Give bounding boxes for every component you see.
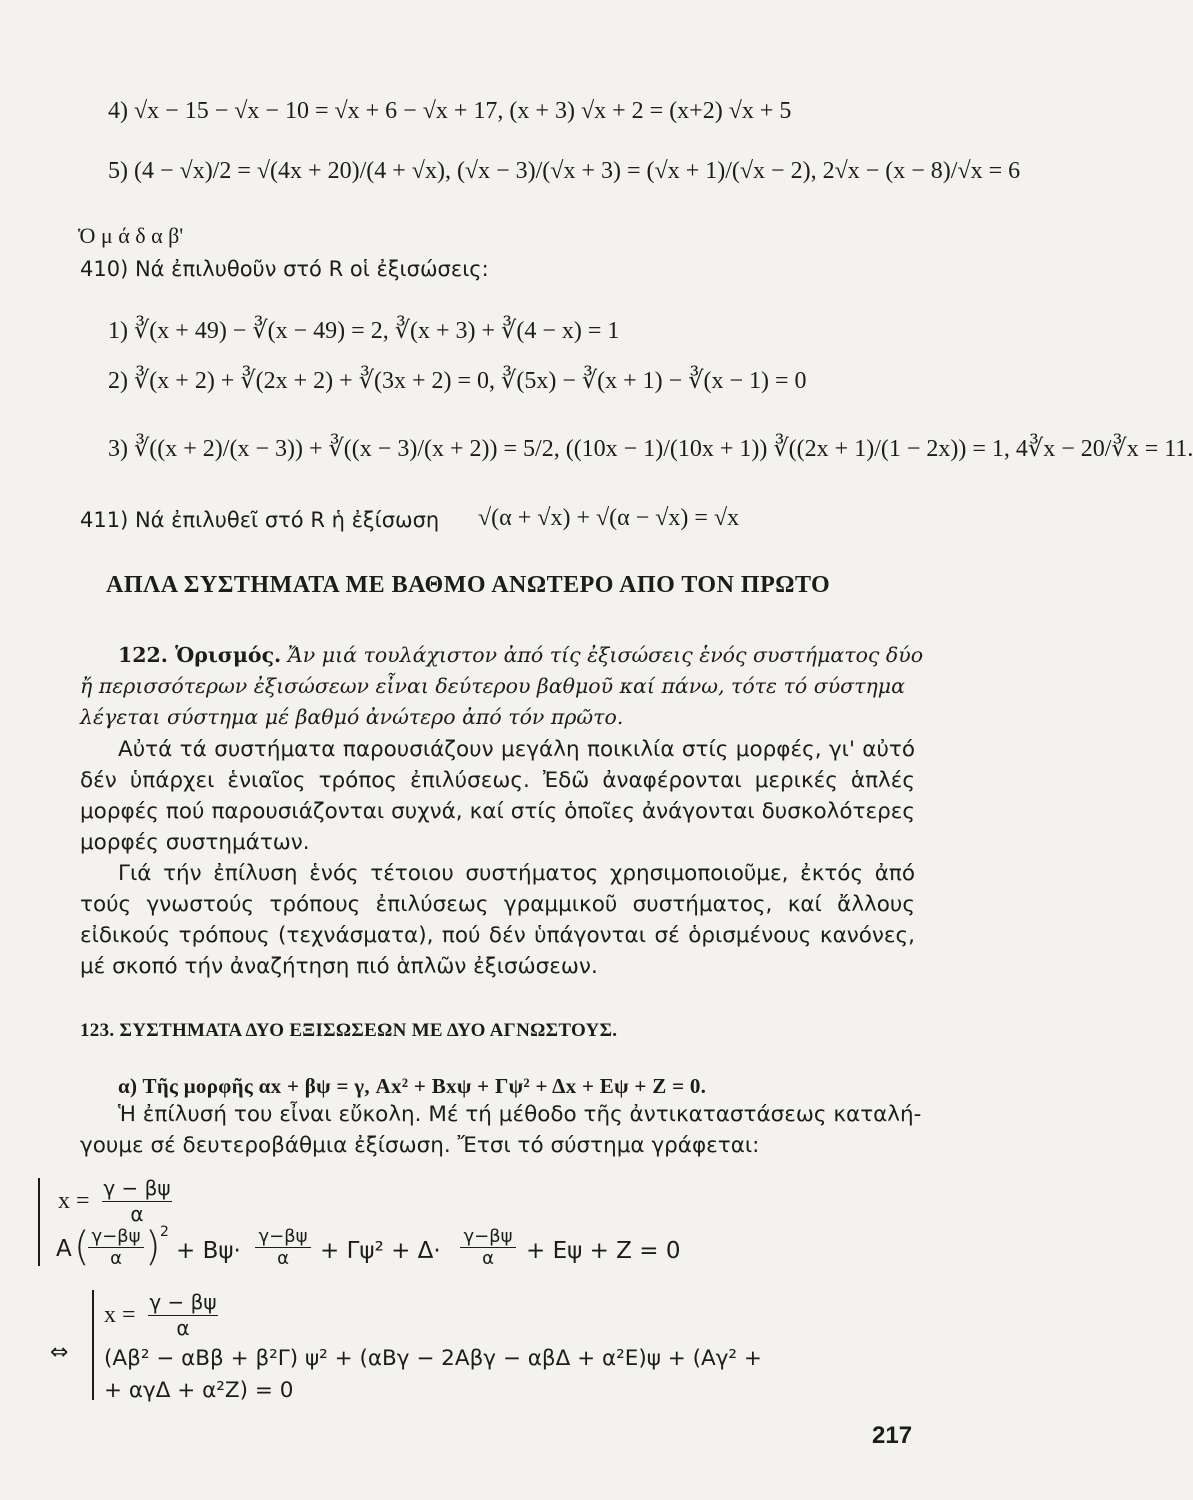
case-a-text-2: γουμε σέ δευτεροβάθμια ἐξίσωση. Ἔτσι τό σύστημα γράφεται:: [80, 1133, 760, 1158]
system-1-end: + Eψ + Z = 0: [526, 1238, 681, 1264]
system-1-x-fraction: [102, 1176, 172, 1226]
page-number: 217: [872, 1422, 913, 1449]
case-a-text-1: Ἡ ἐπίλυσή του εἶναι εὔκολη. Μέ τή μέθοδο τῆς ἀντικαταστάσεως καταλή-: [118, 1102, 922, 1127]
system-1-inner-fraction: [88, 1226, 144, 1269]
system-1-mid-2: + Γψ² + Δ·: [320, 1238, 441, 1264]
system-1-inner-den: α: [110, 1248, 122, 1269]
definition-line-2: ἤ περισσότερων ἐξισώσεων εἶναι δεύτερου βαθμοῦ καί πάνω, τότε τό σύστημα: [80, 674, 905, 698]
system-1-x-numerator: γ − βψ: [103, 1176, 171, 1200]
system-1-frac-2-num: γ−βψ: [255, 1226, 311, 1248]
system-1-x-lhs: x =: [58, 1188, 90, 1214]
definition-line-3: λέγεται σύστημα μέ βαθμό ἀνώτερο ἀπό τόν πρῶτο.: [80, 705, 624, 729]
system-2-line-2: (Aβ² − αBβ + β²Γ) ψ² + (αBγ − 2Aβγ − αβΔ + α²E)ψ + (Aγ² +: [104, 1346, 762, 1371]
system-1-coef-a: A: [56, 1236, 72, 1262]
definition-line-1: [118, 643, 923, 667]
exercise-5: 5) (4 − √x)/2 = √(4x + 20)/(4 + √x), (√x − 3)/(√x + 3) = (√x + 1)/(√x − 2), 2√x − (x − 8)/√x = 6: [108, 158, 1021, 184]
group-b-label: Ὁ μ ά δ α β': [78, 223, 184, 248]
system-1-frac-3-num: γ−βψ: [460, 1226, 516, 1248]
system-2-x-numerator: γ − βψ: [149, 1290, 217, 1314]
equivalence-arrow: ⇔: [50, 1340, 69, 1365]
subsection-title: 123. ΣΥΣΤΗΜΑΤΑ ΔΥΟ ΕΞΙΣΩΣΕΩΝ ΜΕ ΔΥΟ ΑΓΝΩΣΤΟΥΣ.: [80, 1020, 618, 1041]
system-2-x-denominator: α: [176, 1316, 190, 1340]
system-2-bracket: [92, 1290, 94, 1400]
system-1-square: 2: [160, 1224, 169, 1240]
system-1-inner-num: γ−βψ: [88, 1226, 144, 1248]
system-2-line-3: + αγΔ + α²Z) = 0: [104, 1378, 294, 1403]
system-1-bracket: [38, 1178, 40, 1266]
paragraph-1: Αὐτά τά συστήματα παρουσιάζουν μεγάλη ποικιλία στίς μορφές, γι' αὐτό δέν ὑπάρχει ἑνιαῖος τρόπος ἐπιλύσεως. Ἐδῶ ἀναφέρονται μερικές ἁπλές μορφές πού παρουσιάζονται συχνά, καί στίς ὁποῖες ἀνάγονται δυσκολότερες μορφές συστημάτων.: [80, 737, 915, 855]
exercise-4: 4) √x − 15 − √x − 10 = √x + 6 − √x + 17, (x + 3) √x + 2 = (x+2) √x + 5: [108, 98, 792, 124]
system-1-frac-3: [460, 1226, 516, 1269]
case-a-title: α) Τῆς μορφῆς αx + βψ = γ, Ax² + Bxψ + Γψ² + Δx + Eψ + Z = 0.: [118, 1074, 707, 1098]
system-1-frac-3-den: α: [482, 1248, 494, 1269]
system-1-right-paren: ): [145, 1224, 161, 1270]
system-2-x-lhs: x =: [104, 1302, 136, 1328]
system-1-frac-2-den: α: [277, 1248, 289, 1269]
definition-number: 122. Ὁρισμός.: [118, 643, 282, 667]
system-1-x-denominator: α: [130, 1202, 144, 1226]
paragraph-2: Γιά τήν ἐπίλυση ἑνός τέτοιου συστήματος χρησιμοποιοῦμε, ἐκτός ἀπό τούς γνωστούς τρόπους ἐπιλύσεως γραμμικοῦ συστήματος, καί ἄλλους εἰδικούς τρόπους (τεχνάσματα), πού δέν ὑπάγονται σέ ὁρισμένους κανόνες, μέ σκοπό τήν ἀναζήτηση πιό ἁπλῶν ἐξισώσεων.: [80, 861, 915, 979]
exercise-410-item-3: 3) ∛((x + 2)/(x − 3)) + ∛((x − 3)/(x + 2)) = 5/2, ((10x − 1)/(10x + 1)) ∛((2x + 1)/(1 − 2x)) = 1, 4∛x − 20/∛x = 11.: [108, 436, 1193, 462]
system-1-frac-2: [255, 1226, 311, 1269]
exercise-410-item-1: 1) ∛(x + 49) − ∛(x − 49) = 2, ∛(x + 3) + ∛(4 − x) = 1: [108, 318, 620, 344]
exercise-411-prompt: 411) Νά ἐπιλυθεῖ στό R ἡ ἐξίσωση: [80, 508, 440, 532]
exercise-411-equation: √(α + √x) + √(α − √x) = √x: [478, 505, 740, 531]
system-1-mid-1: + Bψ·: [176, 1238, 241, 1264]
exercise-410-item-2: 2) ∛(x + 2) + ∛(2x + 2) + ∛(3x + 2) = 0, ∛(5x) − ∛(x + 1) − ∛(x − 1) = 0: [108, 368, 807, 394]
exercise-410-prompt: 410) Νά ἐπιλυθοῦν στό R οἱ ἐξισώσεις:: [80, 257, 489, 281]
definition-text-1: Ἄν μιά τουλάχιστον ἀπό τίς ἐξισώσεις ἑνός συστήματος δύο: [287, 643, 924, 667]
section-title: ΑΠΛΑ ΣΥΣΤΗΜΑΤΑ ΜΕ ΒΑΘΜΟ ΑΝΩΤΕΡΟ ΑΠΟ ΤΟΝ ΠΡΩΤΟ: [106, 572, 831, 598]
system-2-x-fraction: [148, 1290, 218, 1340]
system-1-left-paren: (: [74, 1224, 90, 1270]
